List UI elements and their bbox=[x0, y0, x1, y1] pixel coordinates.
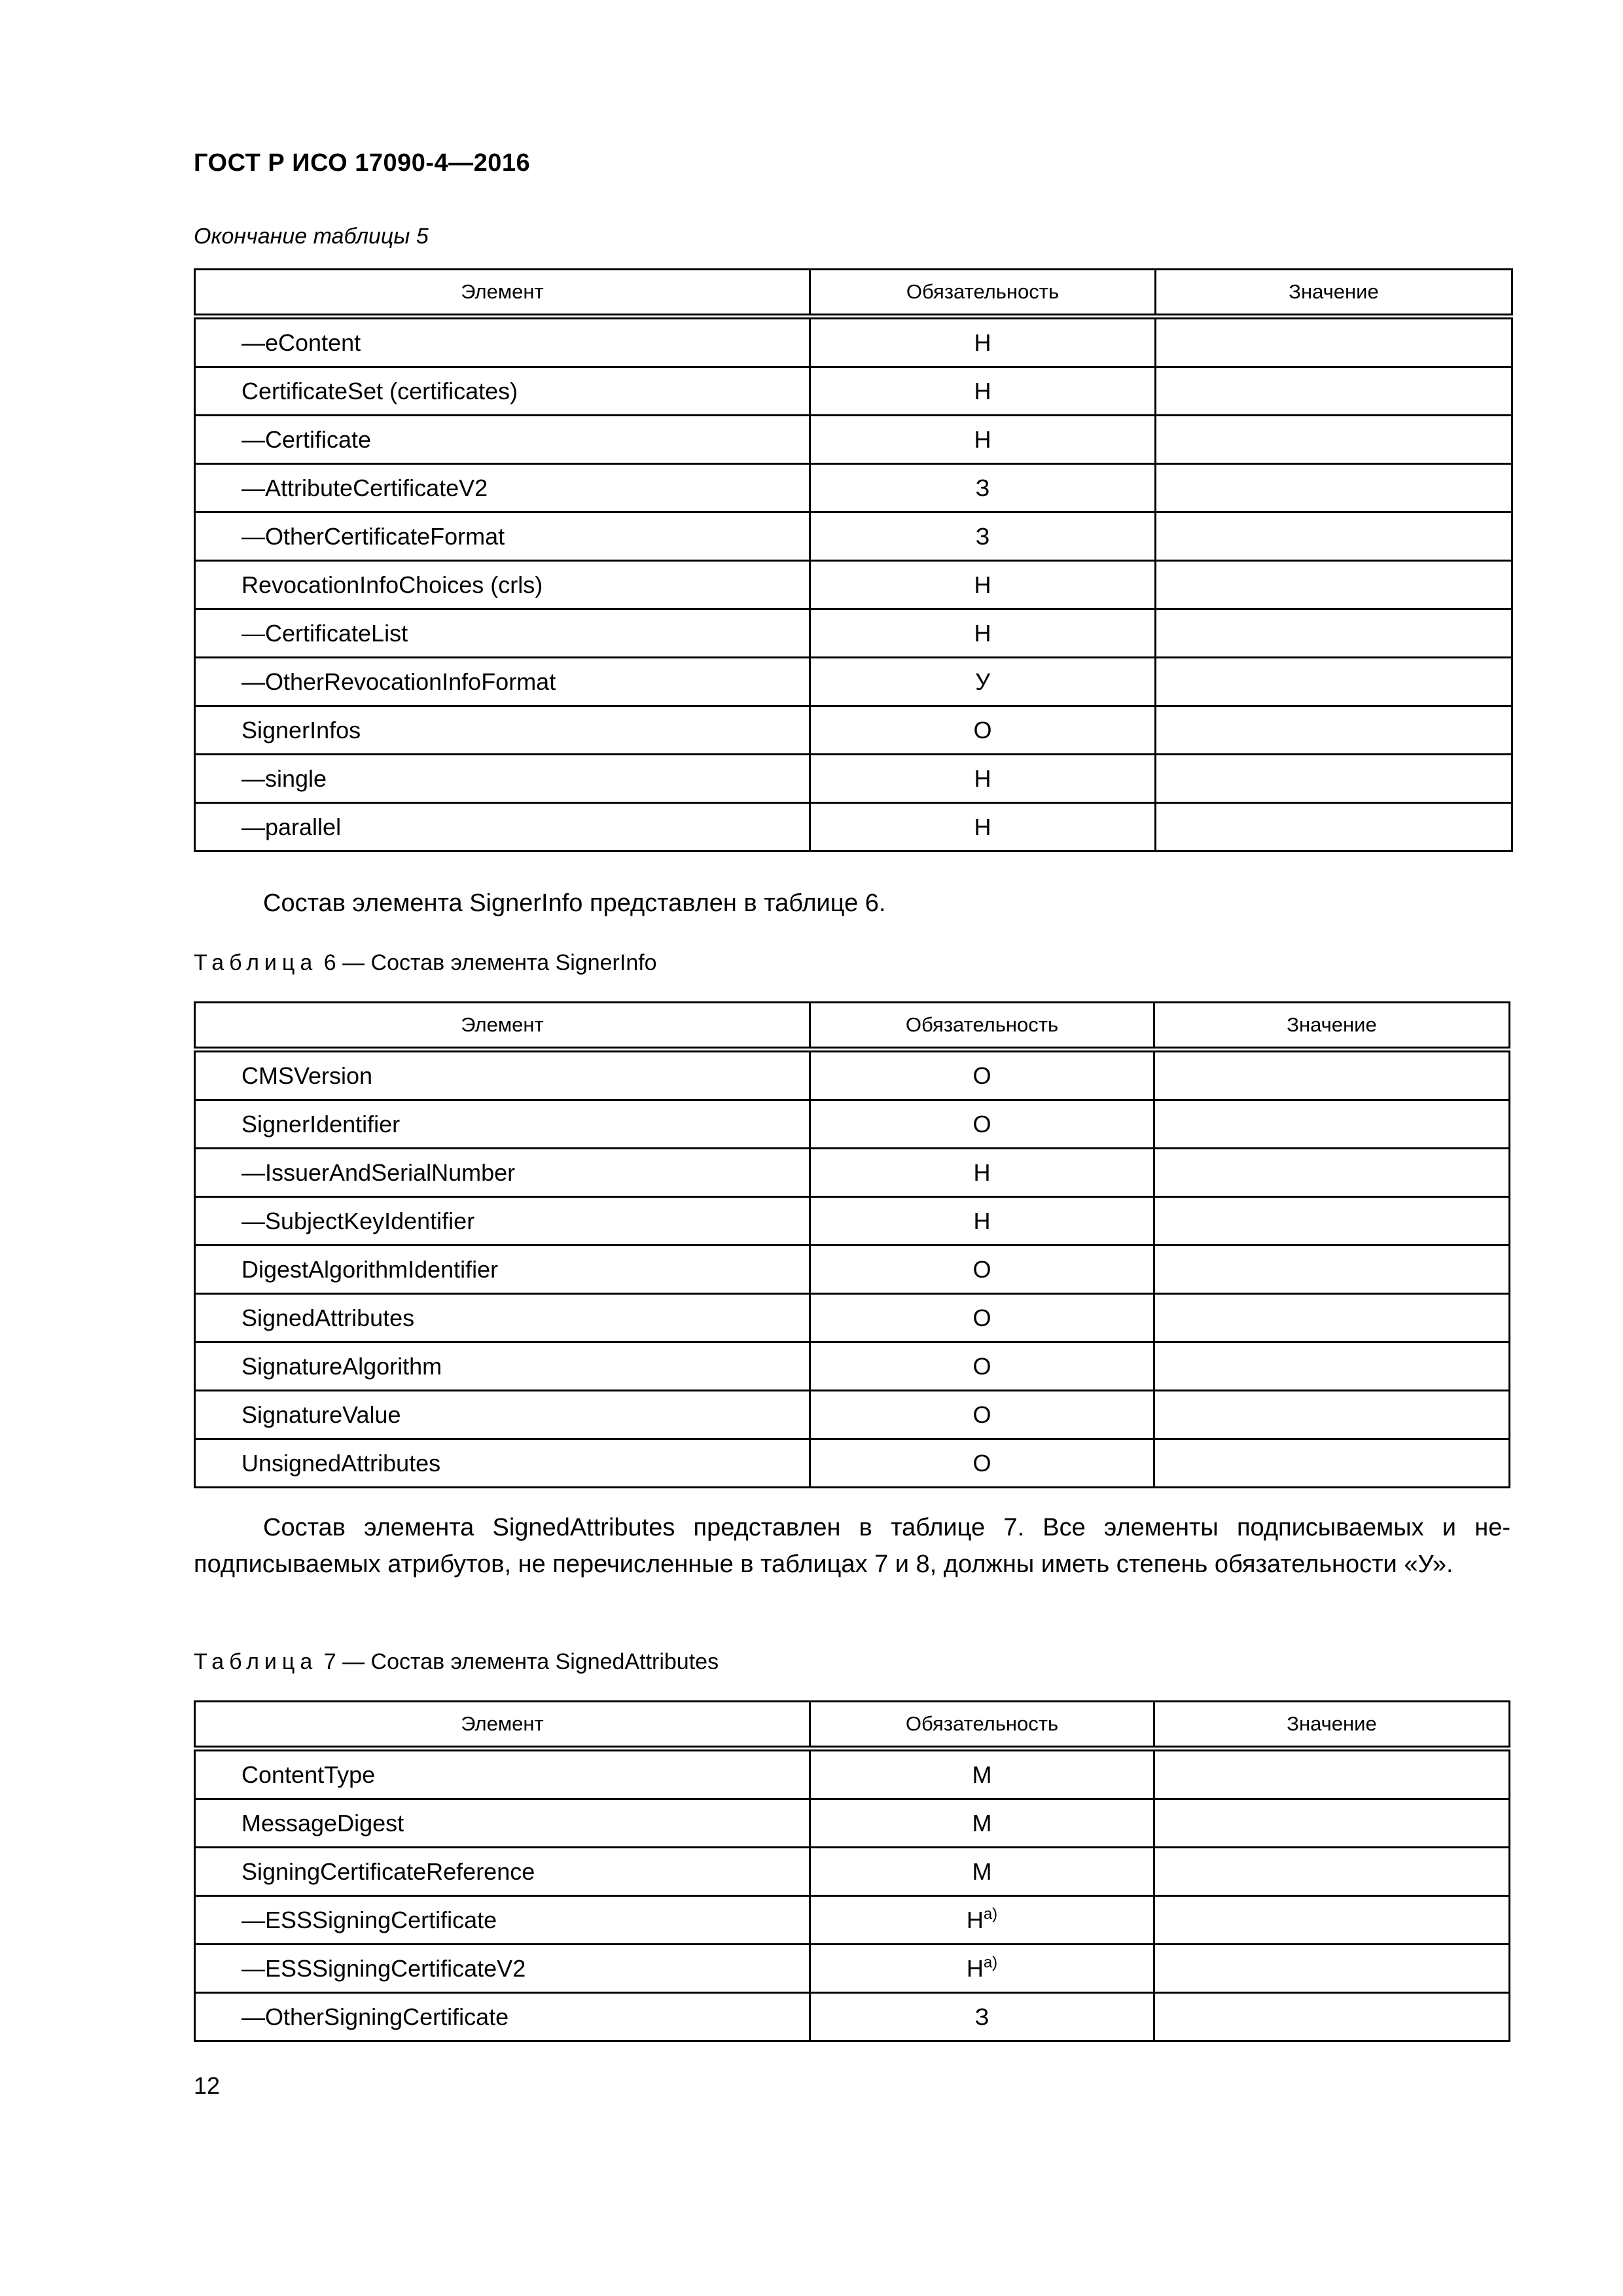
cell-value bbox=[1154, 1342, 1510, 1391]
cell-element: —CertificateList bbox=[195, 609, 810, 658]
cell-element: —ESSSigningCertificate bbox=[195, 1896, 810, 1945]
obligation-code: Н bbox=[974, 813, 991, 840]
caption-text: 7 — Состав элемента SignedAttributes bbox=[317, 1649, 719, 1674]
table-row bbox=[195, 706, 1512, 755]
column-header-obligation: Обязательность bbox=[810, 1702, 1154, 1749]
cell-obligation bbox=[810, 464, 1156, 512]
cell-obligation bbox=[810, 317, 1156, 367]
table-row bbox=[195, 1945, 1510, 1993]
table-row bbox=[195, 317, 1512, 367]
table-row bbox=[195, 1799, 1510, 1848]
table-row bbox=[195, 416, 1512, 464]
caption-text: 6 — Состав элемента SignerInfo bbox=[317, 950, 657, 975]
cell-value bbox=[1156, 416, 1512, 464]
cell-obligation bbox=[810, 1749, 1154, 1799]
cell-obligation bbox=[810, 1197, 1154, 1246]
cell-value bbox=[1156, 464, 1512, 512]
obligation-code: Н bbox=[974, 764, 991, 792]
cell-value bbox=[1154, 1100, 1510, 1149]
table-row bbox=[195, 658, 1512, 706]
obligation-code: Н bbox=[974, 425, 991, 453]
cell-value bbox=[1154, 1246, 1510, 1294]
obligation-code: Н bbox=[973, 1207, 991, 1234]
table-row bbox=[195, 755, 1512, 803]
obligation-code: О bbox=[972, 1255, 991, 1283]
column-header-element: Элемент bbox=[195, 270, 810, 317]
page-number: 12 bbox=[194, 2072, 221, 2099]
cell-element: —Certificate bbox=[195, 416, 810, 464]
table-row bbox=[195, 1993, 1510, 2041]
obligation-code: О bbox=[972, 1304, 991, 1331]
column-header-element: Элемент bbox=[195, 1003, 810, 1050]
cell-value bbox=[1154, 1848, 1510, 1896]
table-row bbox=[195, 1197, 1510, 1246]
document-header: ГОСТ Р ИСО 17090-4—2016 bbox=[194, 149, 531, 177]
table-row bbox=[195, 561, 1512, 609]
table-row bbox=[195, 1294, 1510, 1342]
cell-obligation bbox=[810, 803, 1156, 852]
cell-value bbox=[1154, 1050, 1510, 1100]
cell-obligation bbox=[810, 706, 1156, 755]
cell-obligation bbox=[810, 1050, 1154, 1100]
cell-element: —single bbox=[195, 755, 810, 803]
cell-element: SignerIdentifier bbox=[195, 1100, 810, 1149]
obligation-code: М bbox=[972, 1809, 992, 1837]
cell-element: MessageDigest bbox=[195, 1799, 810, 1848]
caption-label: Таблица bbox=[194, 1649, 318, 1674]
cell-value bbox=[1156, 317, 1512, 367]
table6-caption bbox=[194, 950, 657, 976]
cell-element: —OtherCertificateFormat bbox=[195, 512, 810, 561]
column-header-value: Значение bbox=[1154, 1702, 1510, 1749]
cell-value bbox=[1156, 512, 1512, 561]
cell-obligation bbox=[810, 1342, 1154, 1391]
table-row bbox=[195, 609, 1512, 658]
obligation-code: М bbox=[972, 1761, 992, 1788]
cell-obligation bbox=[810, 1848, 1154, 1896]
footnote-marker: a) bbox=[983, 1905, 998, 1923]
table-row bbox=[195, 512, 1512, 561]
column-header-value: Значение bbox=[1156, 270, 1512, 317]
obligation-code: М bbox=[972, 1857, 992, 1885]
cell-obligation bbox=[810, 1439, 1154, 1488]
table-5 bbox=[194, 268, 1513, 852]
obligation-code: Н bbox=[974, 571, 991, 598]
cell-value bbox=[1154, 1197, 1510, 1246]
caption-label: Таблица bbox=[194, 950, 318, 975]
cell-value bbox=[1154, 1749, 1510, 1799]
cell-value bbox=[1154, 1439, 1510, 1488]
cell-obligation bbox=[810, 561, 1156, 609]
cell-obligation bbox=[810, 512, 1156, 561]
paragraph-text: Состав элемента SignerInfo представлен в таблице 6. bbox=[263, 889, 886, 917]
obligation-code: О bbox=[972, 1352, 991, 1380]
obligation-code: Н bbox=[974, 377, 991, 404]
table-row bbox=[195, 1749, 1510, 1799]
obligation-code: О bbox=[972, 1110, 991, 1138]
table-row bbox=[195, 1149, 1510, 1197]
obligation-code: О bbox=[972, 1062, 991, 1089]
cell-value bbox=[1154, 1391, 1510, 1439]
cell-element: SignerInfos bbox=[195, 706, 810, 755]
cell-obligation bbox=[810, 609, 1156, 658]
column-header-obligation: Обязательность bbox=[810, 1003, 1154, 1050]
cell-value bbox=[1154, 1149, 1510, 1197]
table7-caption bbox=[194, 1649, 719, 1675]
cell-element: —AttributeCertificateV2 bbox=[195, 464, 810, 512]
cell-obligation bbox=[810, 1896, 1154, 1945]
obligation-code: Н bbox=[973, 1158, 991, 1186]
cell-element: UnsignedAttributes bbox=[195, 1439, 810, 1488]
cell-obligation bbox=[810, 416, 1156, 464]
obligation-code: З bbox=[975, 474, 990, 501]
obligation-code: Н bbox=[974, 619, 991, 647]
table5-caption: Окончание таблицы 5 bbox=[194, 224, 429, 249]
cell-value bbox=[1156, 706, 1512, 755]
obligation-code: У bbox=[975, 668, 990, 695]
cell-element: —SubjectKeyIdentifier bbox=[195, 1197, 810, 1246]
obligation-code: Н bbox=[974, 329, 991, 356]
cell-element: SignatureAlgorithm bbox=[195, 1342, 810, 1391]
obligation-code: О bbox=[972, 1401, 991, 1428]
cell-element: CertificateSet (certificates) bbox=[195, 367, 810, 416]
column-header-value: Значение bbox=[1154, 1003, 1510, 1050]
cell-obligation bbox=[810, 1799, 1154, 1848]
cell-value bbox=[1154, 1896, 1510, 1945]
cell-obligation bbox=[810, 1246, 1154, 1294]
cell-obligation bbox=[810, 367, 1156, 416]
cell-element: —parallel bbox=[195, 803, 810, 852]
cell-obligation bbox=[810, 1391, 1154, 1439]
paragraph-table6-intro bbox=[194, 885, 1510, 922]
cell-element: —ESSSigningCertificateV2 bbox=[195, 1945, 810, 1993]
paragraph-table7-intro bbox=[194, 1509, 1510, 1583]
table-row bbox=[195, 1848, 1510, 1896]
obligation-code: З bbox=[974, 2003, 990, 2030]
cell-obligation bbox=[810, 1100, 1154, 1149]
cell-value bbox=[1156, 755, 1512, 803]
cell-element: —OtherRevocationInfoFormat bbox=[195, 658, 810, 706]
cell-element: CMSVersion bbox=[195, 1050, 810, 1100]
table-row bbox=[195, 1342, 1510, 1391]
cell-obligation bbox=[810, 658, 1156, 706]
cell-value bbox=[1156, 561, 1512, 609]
cell-obligation bbox=[810, 1149, 1154, 1197]
cell-element: SignedAttributes bbox=[195, 1294, 810, 1342]
obligation-code: О bbox=[972, 1449, 991, 1477]
table-row bbox=[195, 1246, 1510, 1294]
table-row bbox=[195, 1391, 1510, 1439]
table-row bbox=[195, 803, 1512, 852]
obligation-code: О bbox=[973, 716, 992, 744]
cell-value bbox=[1156, 609, 1512, 658]
cell-element: —eContent bbox=[195, 317, 810, 367]
obligation-code: Н bbox=[966, 1954, 984, 1982]
table-row bbox=[195, 1439, 1510, 1488]
cell-value bbox=[1156, 658, 1512, 706]
cell-element: DigestAlgorithmIdentifier bbox=[195, 1246, 810, 1294]
table-row bbox=[195, 1100, 1510, 1149]
column-header-obligation: Обязательность bbox=[810, 270, 1156, 317]
footnote-marker: a) bbox=[983, 1953, 998, 1971]
cell-obligation bbox=[810, 1993, 1154, 2041]
cell-element: RevocationInfoChoices (crls) bbox=[195, 561, 810, 609]
cell-obligation bbox=[810, 755, 1156, 803]
cell-element: —IssuerAndSerialNumber bbox=[195, 1149, 810, 1197]
cell-value bbox=[1156, 803, 1512, 852]
cell-element: ContentType bbox=[195, 1749, 810, 1799]
obligation-code: З bbox=[975, 522, 990, 550]
cell-value bbox=[1154, 1993, 1510, 2041]
table-7 bbox=[194, 1700, 1510, 2042]
paragraph-text: Состав элемента SignedAttributes представлен в таблице 7. Все элементы подписываемых и неподписываемых атрибутов, не перечисленные в таблицах 7 и 8, должны иметь степень обязательности «У». bbox=[194, 1514, 1510, 1578]
table-6 bbox=[194, 1001, 1510, 1488]
table-row bbox=[195, 1050, 1510, 1100]
cell-obligation bbox=[810, 1945, 1154, 1993]
table-row bbox=[195, 464, 1512, 512]
cell-element: —OtherSigningCertificate bbox=[195, 1993, 810, 2041]
cell-value bbox=[1154, 1799, 1510, 1848]
cell-obligation bbox=[810, 1294, 1154, 1342]
cell-value bbox=[1154, 1294, 1510, 1342]
obligation-code: Н bbox=[966, 1906, 984, 1933]
cell-element: SignatureValue bbox=[195, 1391, 810, 1439]
table-row bbox=[195, 367, 1512, 416]
cell-value bbox=[1156, 367, 1512, 416]
table-row bbox=[195, 1896, 1510, 1945]
cell-value bbox=[1154, 1945, 1510, 1993]
column-header-element: Элемент bbox=[195, 1702, 810, 1749]
cell-element: SigningCertificateReference bbox=[195, 1848, 810, 1896]
